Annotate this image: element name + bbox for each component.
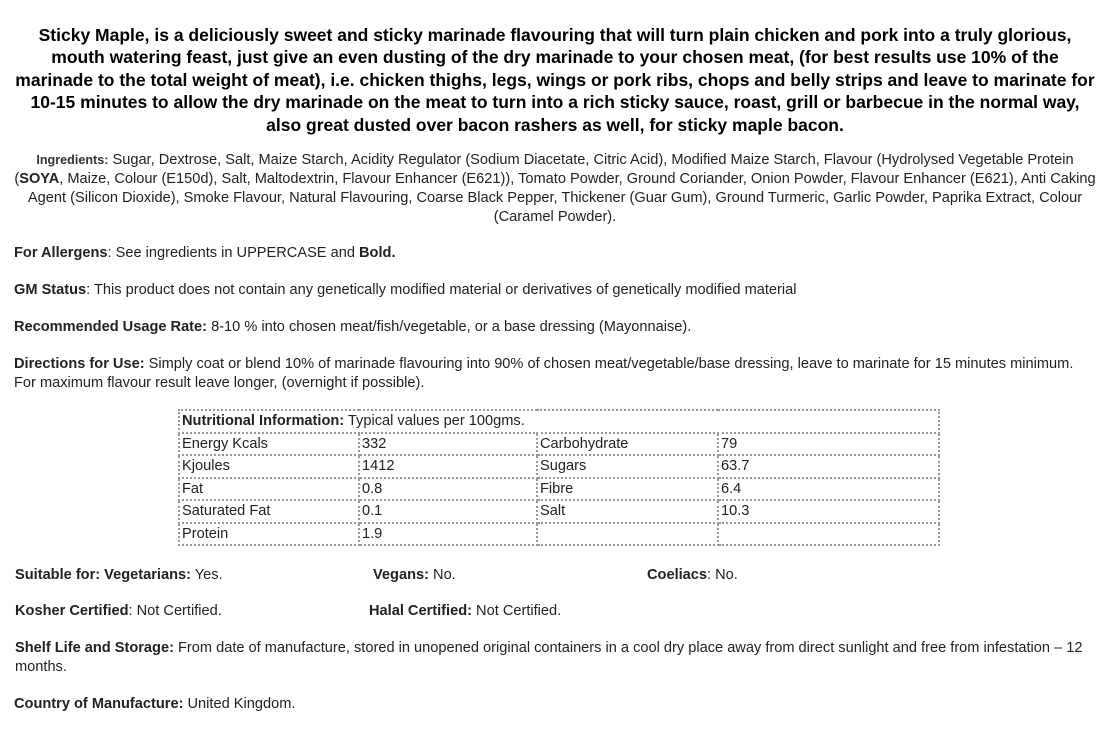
ingredients-section — [10, 151, 1100, 227]
kosher-info — [15, 602, 222, 621]
vegetarians-value: Yes. — [190, 567, 223, 583]
nutrient-value: 10.3 — [718, 500, 939, 523]
kosher-label: Kosher Certified — [15, 603, 129, 619]
ingredients-text-part-1: Sugar, Dextrose, Salt, Maize Starch, Acidity Regulator (Sodium Diacetate, Citric Acid), Modified Maize Starch, Flavour (Hydrolysed Vegetable Protein ( — [14, 152, 1074, 187]
country-text: United Kingdom. — [183, 696, 296, 712]
ingredients-text-part-2: , Maize, Colour (E150d), Salt, Maltodextrin, Flavour Enhancer (E621)), Tomato Powder, Ground Coriander, Onion Powder, Flavour Enhancer (E621), Anti Caking Agent (Silicon Dioxide), Smoke Flavour, Natural Flavouring, Coarse Black Pepper, Thickener (Guar Gum), Ground Turmeric, Garlic Powder, Paprika Extract, Colour (Caramel Powder). — [27, 170, 1096, 225]
nutrition-header — [179, 410, 939, 433]
vegans-label: Vegans: — [373, 567, 429, 583]
nutrient-value: 1.9 — [359, 523, 537, 546]
nutrient-value: 0.1 — [359, 500, 537, 523]
nutrition-row — [179, 478, 939, 501]
vegetarian-info — [15, 566, 223, 585]
nutrition-row — [179, 500, 939, 523]
halal-value: Not Certified. — [472, 603, 562, 619]
coeliac-info — [647, 566, 738, 585]
coeliacs-label: Coeliacs — [647, 567, 708, 583]
nutrient-name — [537, 523, 718, 546]
directions-paragraph — [14, 355, 1096, 392]
vegan-info — [373, 566, 456, 585]
vegans-value: No. — [428, 567, 456, 583]
allergens-bold-note: Bold. — [359, 245, 396, 261]
allergen-soya: SOYA — [19, 170, 60, 187]
nutrient-value: 63.7 — [718, 455, 939, 478]
allergens-label: For Allergens — [14, 245, 108, 261]
nutrient-value: 0.8 — [359, 478, 537, 501]
nutrient-name: Protein — [179, 523, 359, 546]
shelf-life-label: Shelf Life and Storage: — [15, 640, 174, 656]
shelf-life-paragraph — [15, 639, 1085, 676]
nutrition-row — [179, 433, 939, 456]
nutrient-value: 1412 — [359, 455, 537, 478]
nutrient-value: 6.4 — [718, 478, 939, 501]
country-line — [14, 695, 1096, 714]
allergens-text: : See ingredients in UPPERCASE and — [107, 245, 360, 261]
gm-status-line — [14, 281, 1096, 300]
nutrient-value: 79 — [718, 433, 939, 456]
nutrient-name: Kjoules — [179, 455, 359, 478]
nutrition-header-label: Nutritional Information: — [182, 413, 345, 430]
nutrient-name: Sugars — [537, 455, 718, 478]
gm-status-label: GM Status — [14, 282, 87, 298]
usage-rate-label: Recommended Usage Rate: — [14, 319, 208, 335]
nutrient-name: Fat — [179, 478, 359, 501]
nutrient-name: Fibre — [537, 478, 718, 501]
nutrition-header-note: Typical values per 100gms. — [344, 413, 525, 430]
halal-label: Halal Certified: — [369, 603, 472, 619]
gm-status-text: : This product does not contain any genetically modified material or derivatives of genetically modified material — [86, 282, 797, 298]
shelf-life-text: From date of manufacture, stored in unopened original containers in a cool dry place away from direct sunlight and free from infestation – 12 months. — [15, 640, 1083, 675]
nutrition-row — [179, 523, 939, 546]
nutrient-value: 332 — [359, 433, 537, 456]
directions-text: Simply coat or blend 10% of marinade flavouring into 90% of chosen meat/vegetable/base dressing, leave to marinate for 15 minutes minimum. For maximum flavour result leave longer, (overnight if possible). — [14, 356, 1074, 391]
ingredients-label: Ingredients: — [36, 153, 109, 167]
product-description: Sticky Maple, is a deliciously sweet and sticky marinade flavouring that will turn plain chicken and pork into a truly glorious, mouth watering feast, just give an even dusting of the dry marinade to your chosen meat, (for best results use 10% of the marinade to the total weight of meat), i.e. chicken thighs, legs, wings or pork ribs, chops and belly strips and leave to marinate for 10-15 minutes to allow the dry marinade on the meat to turn into a rich sticky sauce, roast, grill or barbecue in the normal way, also great dusted over bacon rashers as well, for sticky maple bacon. — [15, 25, 1095, 135]
suitable-label: Suitable for: Vegetarians: — [15, 567, 191, 583]
nutrition-header-row — [179, 410, 939, 433]
nutrient-name: Saturated Fat — [179, 500, 359, 523]
nutrient-name: Carbohydrate — [537, 433, 718, 456]
nutrient-value — [718, 523, 939, 546]
usage-rate-line — [14, 318, 1096, 337]
usage-rate-text: 8-10 % into chosen meat/fish/vegetable, or a base dressing (Mayonnaise). — [207, 319, 692, 335]
kosher-value: : Not Certified. — [128, 603, 222, 619]
nutrient-name: Energy Kcals — [179, 433, 359, 456]
directions-label: Directions for Use: — [14, 356, 145, 372]
coeliacs-value: : No. — [707, 567, 738, 583]
halal-info — [369, 602, 561, 621]
allergens-line — [14, 244, 1096, 263]
country-label: Country of Manufacture: — [14, 696, 184, 712]
nutrition-row — [179, 455, 939, 478]
nutrient-name: Salt — [537, 500, 718, 523]
nutrition-table — [178, 409, 940, 546]
